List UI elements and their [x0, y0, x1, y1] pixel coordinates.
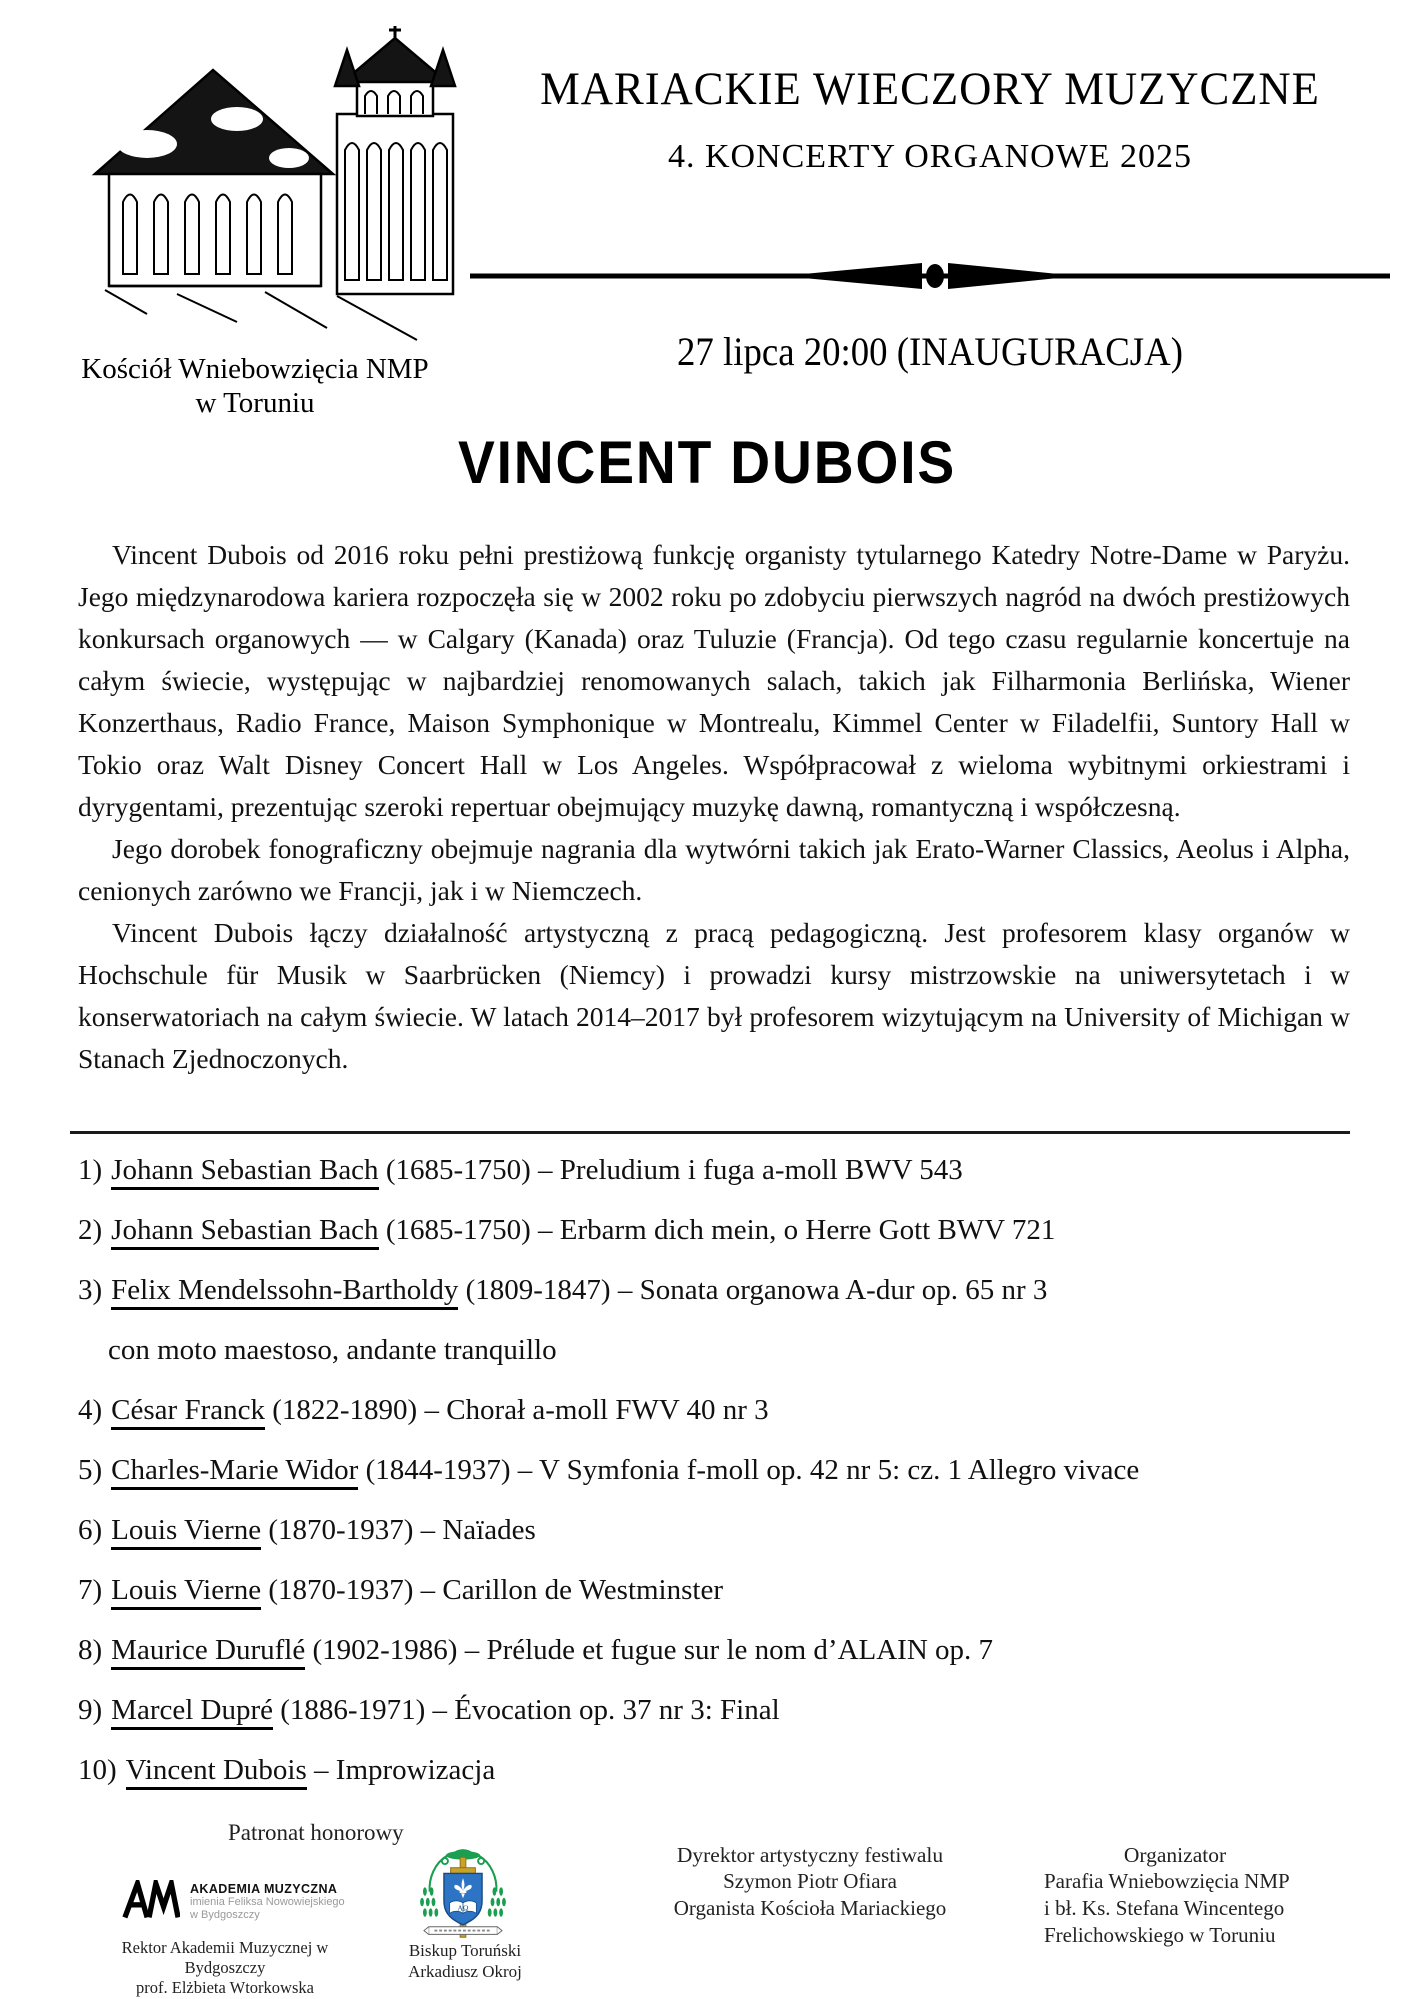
organizer-line1: Parafia Wniebowzięcia NMP	[1044, 1869, 1290, 1893]
bio-paragraph-2: Jego dorobek fonograficzny obejmuje nagrania dla wytwórni takich jak Erato-Warner Classics, Aeolus i Alpha, cenionych zarówno we Francji, jak i w Niemczech.	[78, 833, 1350, 906]
artist-name: VINCENT DUBOIS	[457, 429, 957, 496]
program-item-composer: Louis Vierne	[111, 1574, 261, 1610]
organizer-block	[1040, 1843, 1310, 1949]
academy-caption	[90, 1938, 360, 1998]
program-item-details: (1685-1750) – Erbarm dich mein, o Herre Gott BWV 721	[378, 1214, 1056, 1246]
organizer-heading: Organizator	[1123, 1843, 1227, 1867]
academy-name-line2: imienia Feliksa Nowowiejskiego	[190, 1896, 345, 1908]
program-item-details: (1870-1937) – Naïades	[261, 1514, 536, 1546]
program-item-number: 9)	[78, 1694, 103, 1726]
program-item-details: (1809-1847) – Sonata organowa A-dur op. 65 nr 3	[458, 1274, 1048, 1306]
program-item-number: 10)	[78, 1754, 117, 1786]
program-list	[78, 1152, 1378, 1812]
divider-ornament	[470, 258, 1390, 294]
am-logo-icon	[122, 1880, 180, 1920]
church-caption-line2: w Toruniu	[195, 387, 315, 419]
program-item-number: 5)	[78, 1454, 103, 1486]
program-item-number: 7)	[78, 1574, 103, 1606]
artistic-director-block	[670, 1843, 950, 1922]
bio-paragraph-1: Vincent Dubois od 2016 roku pełni prestiżową funkcję organisty tytularnego Katedry Notre-Dame w Paryżu. Jego międzynarodowa kariera rozpoczęła się w 2002 roku po zdobyciu pierwszych nagród na dwóch prestiżowych konkursach organowych — w Calgary (Kanada) oraz Tuluzie (Francja). Od tego czasu regularnie koncertuje na całym świecie, występując w najbardziej renomowanych salach, takich jak Filharmonia Berlińska, Wiener Konzerthaus, Radio France, Maison Symphonique w Montrealu, Kimmel Center w Filadelfii, Suntory Hall w Tokio oraz Walt Disney Concert Hall w Los Angeles. Współpracował z wieloma wybitnymi orkiestrami i dyrygentami, prezentując szeroki repertuar obejmujący muzykę dawną, romantyczną i współczesną.	[78, 539, 1350, 822]
program-item-composer: Marcel Dupré	[111, 1694, 273, 1730]
bishop-caption-line2: Arkadiusz Okroj	[408, 1962, 522, 1981]
bio-paragraph-3: Vincent Dubois łączy działalność artystyczną z pracą pedagogiczną. Jest profesorem klasy organów w Hochschule für Musik w Saarbrücken (Niemcy) i prowadzi kursy mistrzowskie na uniwersytetach i w konserwatoriach na całym świecie. W latach 2014–2017 był profesorem wizytującym na University of Michigan w Stanach Zjednoczonych.	[78, 917, 1350, 1074]
artist-bio	[78, 534, 1350, 1080]
program-item-details: (1844-1937) – V Symfonia f-moll op. 42 nr 5: cz. 1 Allegro vivace	[358, 1454, 1140, 1486]
academy-name-line1: AKADEMIA MUZYCZNA	[190, 1882, 338, 1896]
program-item-composer: Vincent Dubois	[126, 1754, 307, 1790]
festival-title: MARIACKIE WIECZORY MUZYCZNE	[540, 63, 1320, 115]
director-name: Szymon Piotr Ofiara	[723, 1869, 897, 1893]
academy-caption-line2: prof. Elżbieta Wtorkowska	[136, 1978, 314, 1997]
academy-logo-text	[190, 1880, 345, 1922]
church-caption-line1: Kościół Wniebowzięcia NMP	[81, 353, 429, 385]
program-item-details: (1685-1750) – Preludium i fuga a-moll BWV 543	[378, 1154, 963, 1186]
academy-logo-block	[122, 1880, 352, 1922]
bishop-caption	[390, 1940, 540, 1982]
concert-date: 27 lipca 20:00 (INAUGURACJA)	[677, 329, 1183, 374]
program-item-5	[78, 1452, 1378, 1488]
program-item-number: 1)	[78, 1154, 103, 1186]
festival-subtitle: 4. KONCERTY ORGANOWE 2025	[667, 138, 1193, 175]
program-item-number: 2)	[78, 1214, 103, 1246]
program-item-number: 6)	[78, 1514, 103, 1546]
church-caption	[20, 352, 490, 420]
program-item-number: 3)	[78, 1274, 103, 1306]
director-role: Organista Kościoła Mariackiego	[673, 1896, 947, 1920]
program-item-9	[78, 1692, 1378, 1728]
program-item-4	[78, 1392, 1378, 1428]
organizer-line3: Frelichowskiego w Toruniu	[1044, 1923, 1276, 1947]
program-item-composer: Johann Sebastian Bach	[111, 1154, 378, 1190]
bishop-coat-of-arms-icon	[415, 1842, 511, 1942]
program-item-3	[78, 1272, 1378, 1308]
program-item-details: (1902-1986) – Prélude et fugue sur le nom d’ALAIN op. 7	[305, 1634, 994, 1666]
section-divider-line	[70, 1131, 1350, 1134]
program-item-composer: Louis Vierne	[111, 1514, 261, 1550]
program-item-composer: Johann Sebastian Bach	[111, 1214, 378, 1250]
program-item-details: (1822-1890) – Chorał a-moll FWV 40 nr 3	[264, 1394, 769, 1426]
director-heading: Dyrektor artystyczny festiwalu	[676, 1843, 944, 1867]
church-illustration	[85, 22, 495, 344]
program-item-details: – Improwizacja	[306, 1754, 496, 1786]
patronage-heading: Patronat honorowy	[228, 1820, 404, 1845]
program-item-number: 8)	[78, 1634, 103, 1666]
program-item-composer: Felix Mendelssohn-Bartholdy	[111, 1274, 458, 1310]
academy-name-line3: w Bydgoszczy	[190, 1909, 260, 1921]
bishop-caption-line1: Biskup Toruński	[408, 1941, 522, 1960]
program-item-2	[78, 1212, 1378, 1248]
program-item-3-continuation: con moto maestoso, andante tranquillo	[108, 1334, 557, 1366]
program-item-1	[78, 1152, 1378, 1188]
program-item-7	[78, 1572, 1378, 1608]
program-item-composer: César Franck	[111, 1394, 265, 1430]
program-item-details: (1870-1937) – Carillon de Westminster	[261, 1574, 723, 1606]
program-item-6	[78, 1512, 1378, 1548]
academy-caption-line1: Rektor Akademii Muzycznej w Bydgoszczy	[121, 1938, 329, 1977]
program-item-composer: Charles-Marie Widor	[111, 1454, 358, 1490]
program-item-composer: Maurice Duruflé	[111, 1634, 305, 1670]
program-item-number: 4)	[78, 1394, 103, 1426]
program-item-8	[78, 1632, 1378, 1668]
organizer-line2: i bł. Ks. Stefana Wincentego	[1044, 1896, 1285, 1920]
alpha-omega-text: ΑΩ	[457, 1903, 469, 1913]
program-item-details: (1886-1971) – Évocation op. 37 nr 3: Final	[273, 1694, 780, 1726]
program-item-10	[78, 1752, 1378, 1788]
